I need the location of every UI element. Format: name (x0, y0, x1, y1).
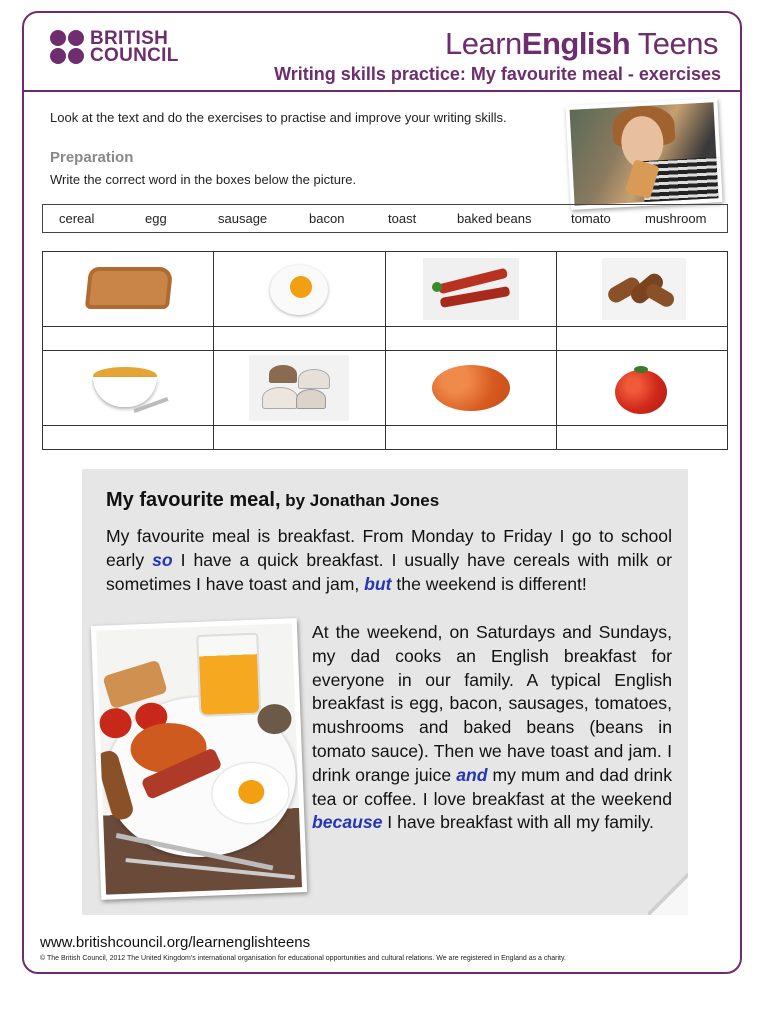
preparation-instruction: Write the correct word in the boxes below the picture. (50, 172, 357, 187)
connector-because: because (312, 812, 383, 833)
story-paragraph-1: My favourite meal is breakfast. From Monday to Friday I go to school early so I have a quick breakfast. I usually have cereals with milk or sometimes I have toast and jam, but the weekend is different! (106, 526, 672, 594)
word-bank-item: tomato (571, 211, 611, 226)
word-bank-item: baked beans (457, 211, 532, 226)
connector-and: and (456, 764, 488, 785)
learnenglish-teens-brand: LearnEnglish Teens (444, 26, 718, 61)
answer-box[interactable] (385, 327, 556, 351)
bacon-picture-cell (385, 252, 556, 327)
preparation-heading: Preparation (50, 149, 134, 166)
word-bank-item: bacon (309, 211, 345, 226)
cereal-picture-cell (43, 351, 214, 426)
toast-picture (85, 267, 173, 309)
word-bank (42, 204, 728, 233)
sausage-picture-cell (556, 252, 727, 327)
english-breakfast-photo (91, 618, 307, 900)
story-title: My favourite meal, by Jonathan Jones (106, 489, 440, 511)
picture-answer-grid (42, 251, 728, 450)
teen-eating-toast-photo (565, 98, 722, 210)
answer-box[interactable] (214, 426, 385, 450)
tomato-picture (615, 370, 667, 414)
egg-picture-cell (214, 252, 385, 327)
answer-box[interactable] (556, 426, 727, 450)
header-divider (22, 90, 742, 92)
baked-beans-picture (432, 365, 510, 411)
answer-box[interactable] (43, 426, 214, 450)
connector-so: so (152, 549, 173, 570)
baked-beans-picture-cell (385, 351, 556, 426)
toast-picture-cell (43, 252, 214, 327)
tomato-picture-cell (556, 351, 727, 426)
answer-box[interactable] (214, 327, 385, 351)
connector-but: but (364, 573, 392, 594)
word-bank-item: sausage (218, 211, 268, 226)
answer-box[interactable] (43, 327, 214, 351)
story-paragraph-2: At the weekend, on Saturdays and Sundays, my dad cooks an English breakfast for everyone in our family. A typical English breakfast is egg, bacon, sausages, tomatoes, mushrooms and baked beans (beans in tomato sauce). Then we have toast and jam. I drink orange juice and my mum and dad drink tea or coffee. I love breakfast at the weekend because I have breakfast with all my family. (312, 622, 672, 833)
answer-box[interactable] (556, 327, 727, 351)
logo-wordmark: BRITISH COUNCIL (90, 28, 179, 66)
mushroom-picture-cell (214, 351, 385, 426)
word-bank-item: cereal (59, 211, 95, 226)
answer-box[interactable] (385, 426, 556, 450)
british-council-logo (50, 30, 179, 64)
footer-url-link[interactable]: www.britishcouncil.org/learnenglishteens (40, 934, 311, 951)
word-bank-item: toast (388, 211, 417, 226)
word-bank-item: mushroom (645, 211, 707, 226)
logo-dots-icon (50, 30, 84, 64)
intro-text: Look at the text and do the exercises to practise and improve your writing skills. (50, 110, 507, 125)
word-bank-item: egg (145, 211, 167, 226)
story-byline: by Jonathan Jones (280, 491, 440, 510)
footer-copyright: © The British Council, 2012 The United Kingdom’s international organisation for educational opportunities and cultural relations. We are registered in England as a charity. (40, 955, 566, 962)
worksheet-title: Writing skills practice: My favourite meal - exercises (274, 64, 721, 84)
